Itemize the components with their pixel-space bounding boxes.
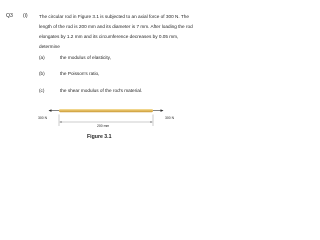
subpart-c-text: the shear modulus of the rod's material. xyxy=(60,88,143,93)
subpart-b-text: the Poisson's ratio, xyxy=(60,71,100,76)
question-line-4: determine xyxy=(39,44,60,49)
dimension-arrow-left xyxy=(59,121,61,123)
dimension-arrow-right xyxy=(150,121,152,123)
question-part: (i) xyxy=(23,13,28,19)
question-line-2: length of the rod is 200 mm and its diameter is 7 mm. After loading the rod xyxy=(39,24,193,29)
subpart-b-label: (b) xyxy=(39,71,45,76)
subpart-a-label: (a) xyxy=(39,55,45,60)
figure-caption: Figure 3.1 xyxy=(87,134,112,140)
figure-3-1 xyxy=(0,0,200,143)
question-number: Q3 xyxy=(6,13,13,19)
left-force-label: 300 N xyxy=(38,116,48,120)
question-line-3: elongates by 1.2 mm and its circumference decreases by 0.05 mm, xyxy=(39,34,179,39)
left-arrow-head xyxy=(49,109,52,112)
rod xyxy=(59,109,153,112)
subpart-a-text: the modulus of elasticity, xyxy=(60,55,111,60)
subpart-c-label: (c) xyxy=(39,88,45,93)
right-force-label: 300 N xyxy=(165,116,175,120)
question-line-1: The circular rod in Figure 3.1 is subjected to an axial force of 300 N. The xyxy=(39,14,189,19)
right-arrow-head xyxy=(161,109,164,112)
length-label: 200 mm xyxy=(97,123,110,128)
